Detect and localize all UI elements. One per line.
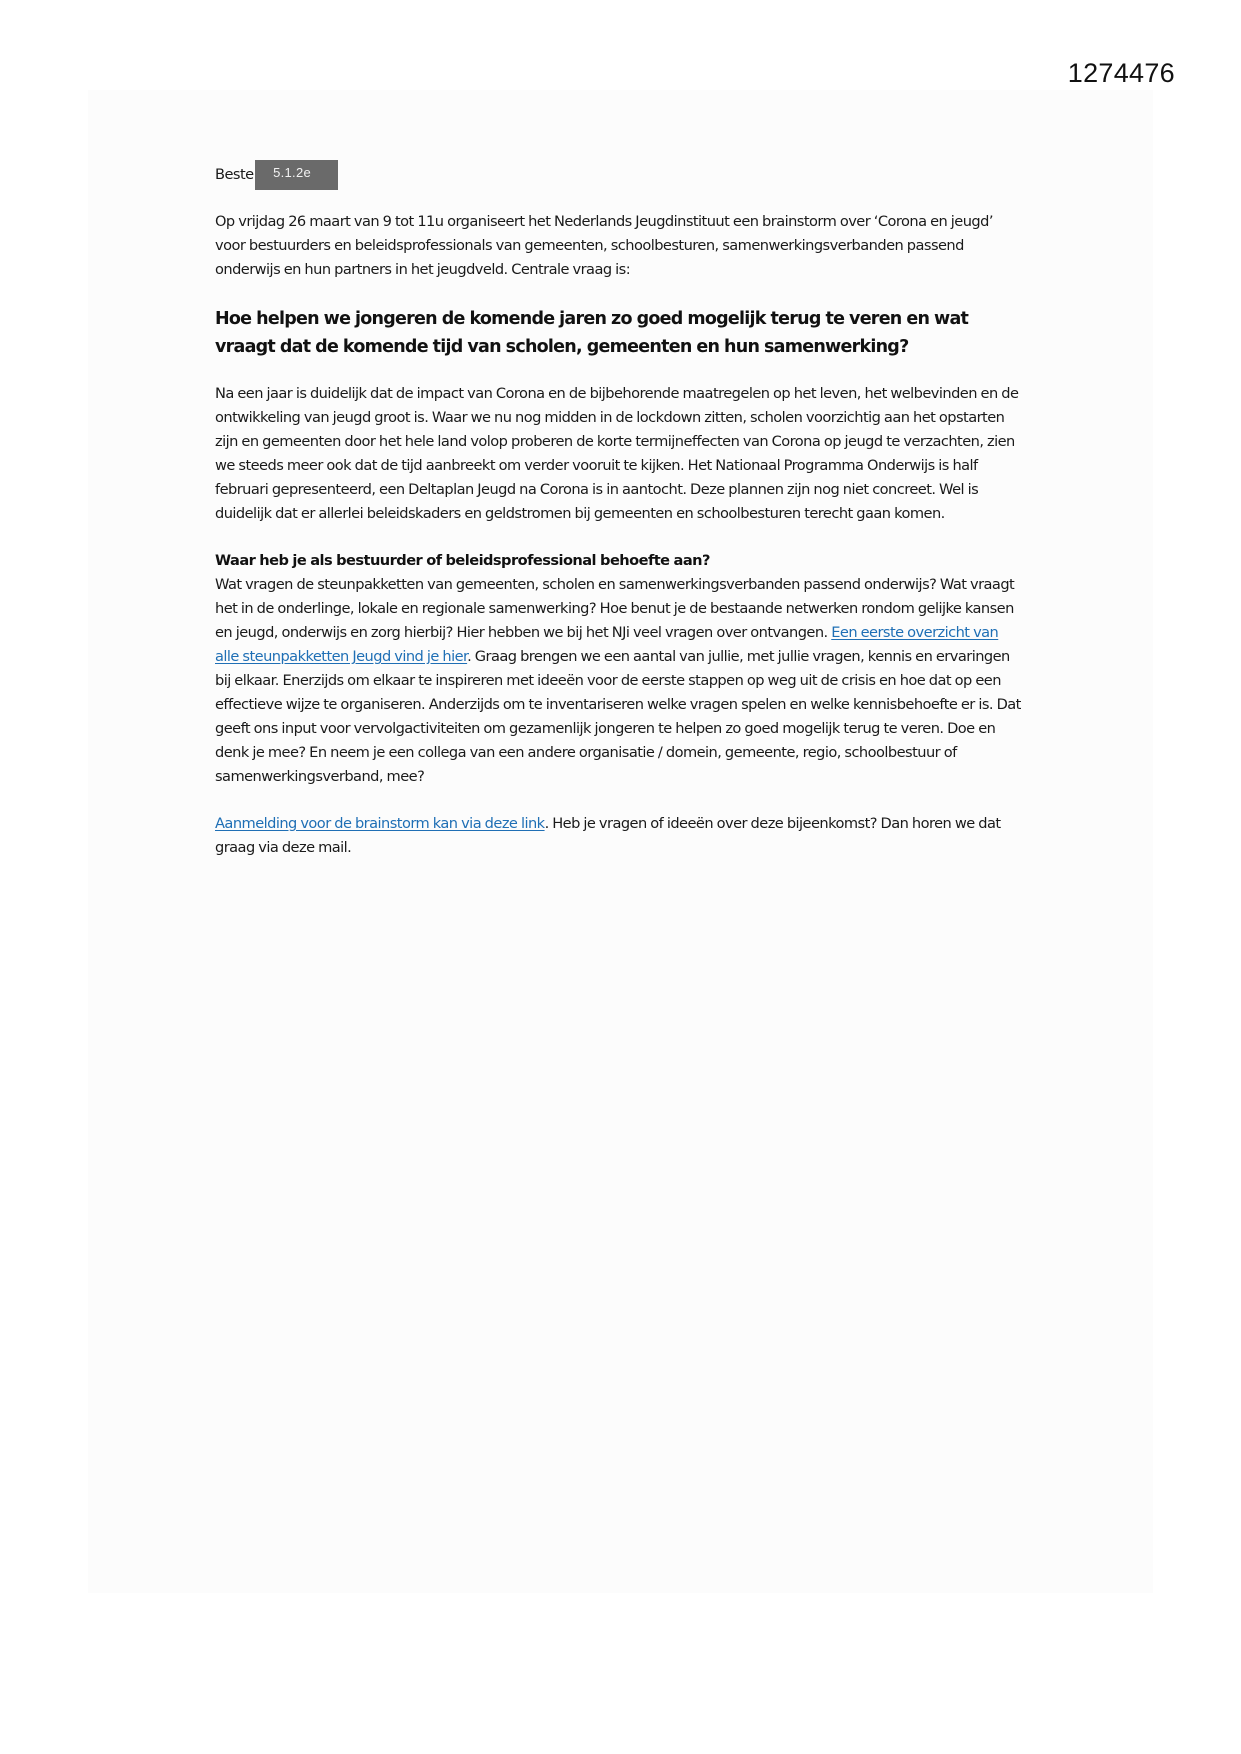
redaction-block: 5.1.2e: [255, 160, 338, 190]
needs-heading: Waar heb je als bestuurder of beleidsprofessional behoefte aan?: [215, 552, 710, 569]
salutation: Beste: [215, 166, 254, 183]
registration-link[interactable]: Aanmelding voor de brainstorm kan via deze link: [215, 815, 545, 832]
document-id: 1274476: [1067, 58, 1175, 88]
greeting: [215, 160, 1025, 190]
needs-text-before-link: Wat vragen de steunpakketten van gemeenten, scholen en samenwerkingsverbanden passend onderwijs? Wat vraagt het in de onderlinge, lokale en regionale samenwerking? Hoe benut je de bestaande netwerken rondom gelijke kansen en jeugd, onderwijs en zorg hierbij? Hier hebben we bij het NJi veel vragen over ontvangen.: [215, 576, 1015, 641]
registration-paragraph: [215, 812, 1025, 860]
intro-paragraph: Op vrijdag 26 maart van 9 tot 11u organiseert het Nederlands Jeugdinstituut een brainstorm over ‘Corona en jeugd’ voor bestuurders en beleidsprofessionals van gemeenten, schoolbesturen, samenwerkingsverbanden passend onderwijs en hun partners in het jeugdveld. Centrale vraag is:: [215, 213, 993, 278]
support-packages-link[interactable]: Een eerste overzicht van alle steunpakketten Jeugd vind je hier: [215, 624, 999, 665]
context-paragraph: Na een jaar is duidelijk dat de impact van Corona en de bijbehorende maatregelen op het leven, het welbevinden en de ontwikkeling van jeugd groot is. Waar we nu nog midden in de lockdown zitten, scholen voorzichtig aan het opstarten zijn en gemeenten door het hele land volop proberen de korte termijneffecten van Corona op jeugd te verzachten, zien we steeds meer ook dat de tijd aanbreekt om verder vooruit te kijken. Het Nationaal Programma Onderwijs is half februari gepresenteerd, een Deltaplan Jeugd na Corona is in aantocht. Deze plannen zijn nog niet concreet. Wel is duidelijk dat er allerlei beleidskaders en geldstromen bij gemeenten en schoolbesturen terecht gaan komen.: [215, 385, 1019, 522]
needs-text-after-link: . Graag brengen we een aantal van jullie, met jullie vragen, kennis en ervaringen bij elkaar. Enerzijds om elkaar te inspireren met ideeën voor de eerste stappen op weg uit de crisis en hoe dat op een effectieve wijze te organiseren. Anderzijds om te inventariseren welke vragen spelen en welke kennisbehoefte er is. Dat geeft ons input voor vervolgactiviteiten om gezamenlijk jongeren te helpen zo goed mogelijk terug te veren. Doe en denk je mee? En neem je een collega van een andere organisatie / domein, gemeente, regio, schoolbestuur of samenwerkingsverband, mee?: [215, 648, 1021, 785]
needs-section: [215, 549, 1025, 789]
registration-text: . Heb je vragen of ideeën over deze bijeenkomst? Dan horen we dat graag via deze mail.: [215, 815, 1001, 856]
central-question: Hoe helpen we jongeren de komende jaren zo goed mogelijk terug te veren en wat vraagt dat de komende tijd van scholen, gemeenten en hun samenwerking?: [215, 309, 969, 357]
letter-body: [215, 160, 1025, 883]
